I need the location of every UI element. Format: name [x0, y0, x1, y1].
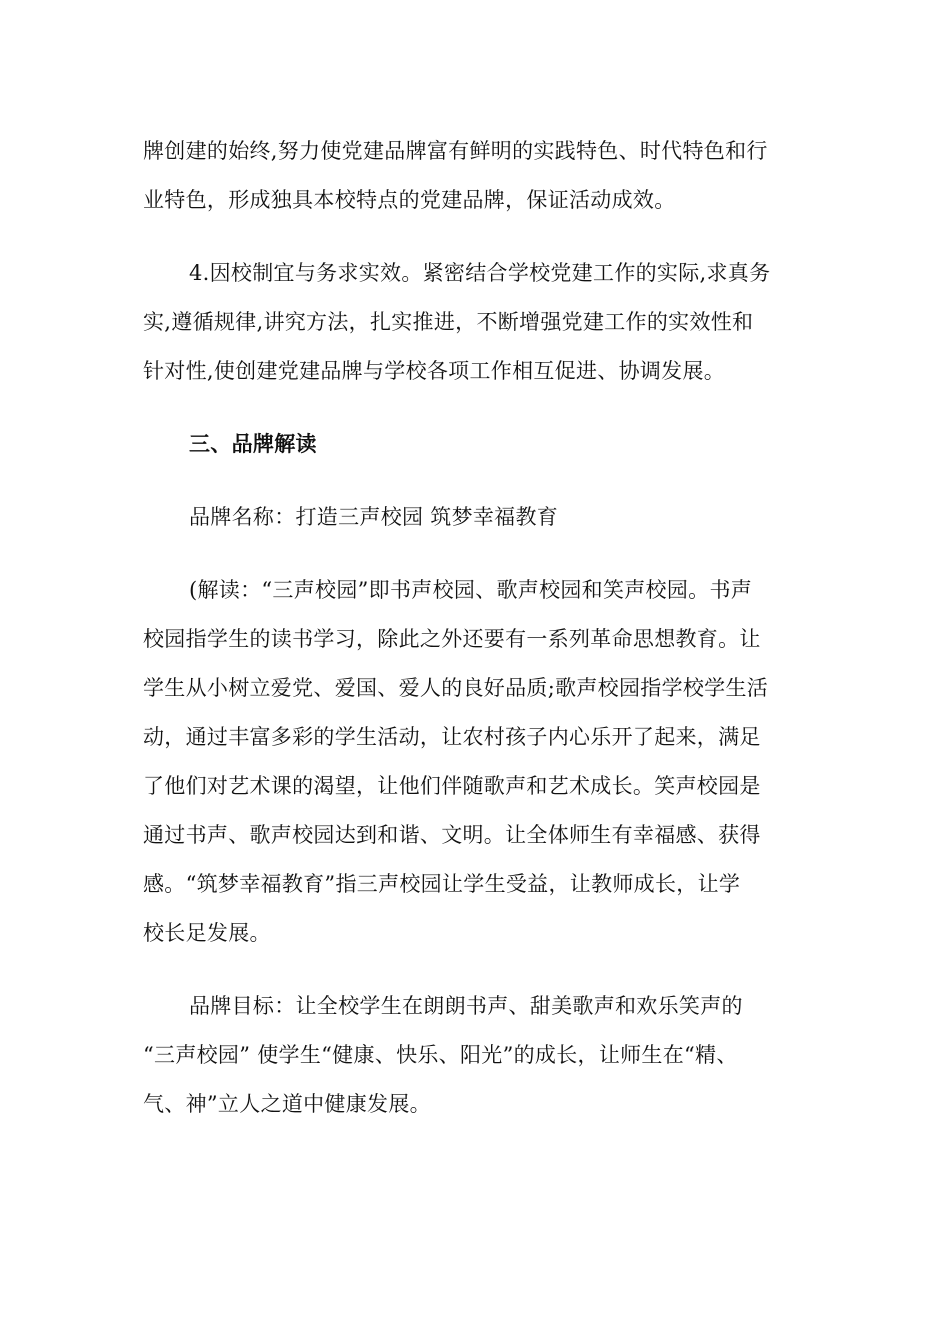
interpretation-line-3: 学生从小树立爱党、爱国、爱人的良好品质;歌声校园指学校学生活 [143, 676, 769, 700]
interpretation-line-4: 动，通过丰富多彩的学生活动，让农村孩子内心乐开了起来，满足 [143, 725, 761, 749]
interpretation-line-5: 了他们对艺术课的渴望，让他们伴随歌声和艺术成长。笑声校园是 [143, 774, 761, 798]
interpretation-line-7: 感。“筑梦幸福教育”指三声校园让学生受益，让教师成长，让学 [143, 872, 741, 896]
paragraph-1-line-2: 业特色，形成独具本校特点的党建品牌，保证活动成效。 [143, 188, 676, 212]
interpretation-line-8: 校长足发展。 [143, 921, 271, 945]
paragraph-2-line-2: 实,遵循规律,讲究方法，扎实推进，不断增强党建工作的实效性和 [143, 310, 754, 334]
brand-name-line: 品牌名称：打造三声校园 筑梦幸福教育 [189, 505, 559, 529]
brand-goal-line-3: 气、神”立人之道中健康发展。 [143, 1092, 431, 1116]
section-heading: 三、品牌解读 [189, 431, 317, 456]
paragraph-2-line-1: 4.因校制宜与务求实效。紧密结合学校党建工作的实际,求真务 [189, 261, 771, 285]
interpretation-line-2: 校园指学生的读书学习，除此之外还要有一系列革命思想教育。让 [143, 627, 761, 651]
interpretation-line-1: (解读：“三声校园”即书声校园、歌声校园和笑声校园。书声 [189, 578, 753, 602]
brand-goal-line-1: 品牌目标：让全校学生在朗朗书声、甜美歌声和欢乐笑声的 [189, 994, 743, 1018]
interpretation-line-6: 通过书声、歌声校园达到和谐、文明。让全体师生有幸福感、获得 [143, 823, 761, 847]
paragraph-2-line-3: 针对性,使创建党建品牌与学校各项工作相互促进、协调发展。 [143, 359, 726, 383]
paragraph-1-line-1: 牌创建的始终,努力使党建品牌富有鲜明的实践特色、时代特色和行 [143, 139, 768, 163]
brand-goal-line-2: “三声校园” 使学生“健康、快乐、阳光”的成长，让师生在“精、 [143, 1043, 738, 1067]
